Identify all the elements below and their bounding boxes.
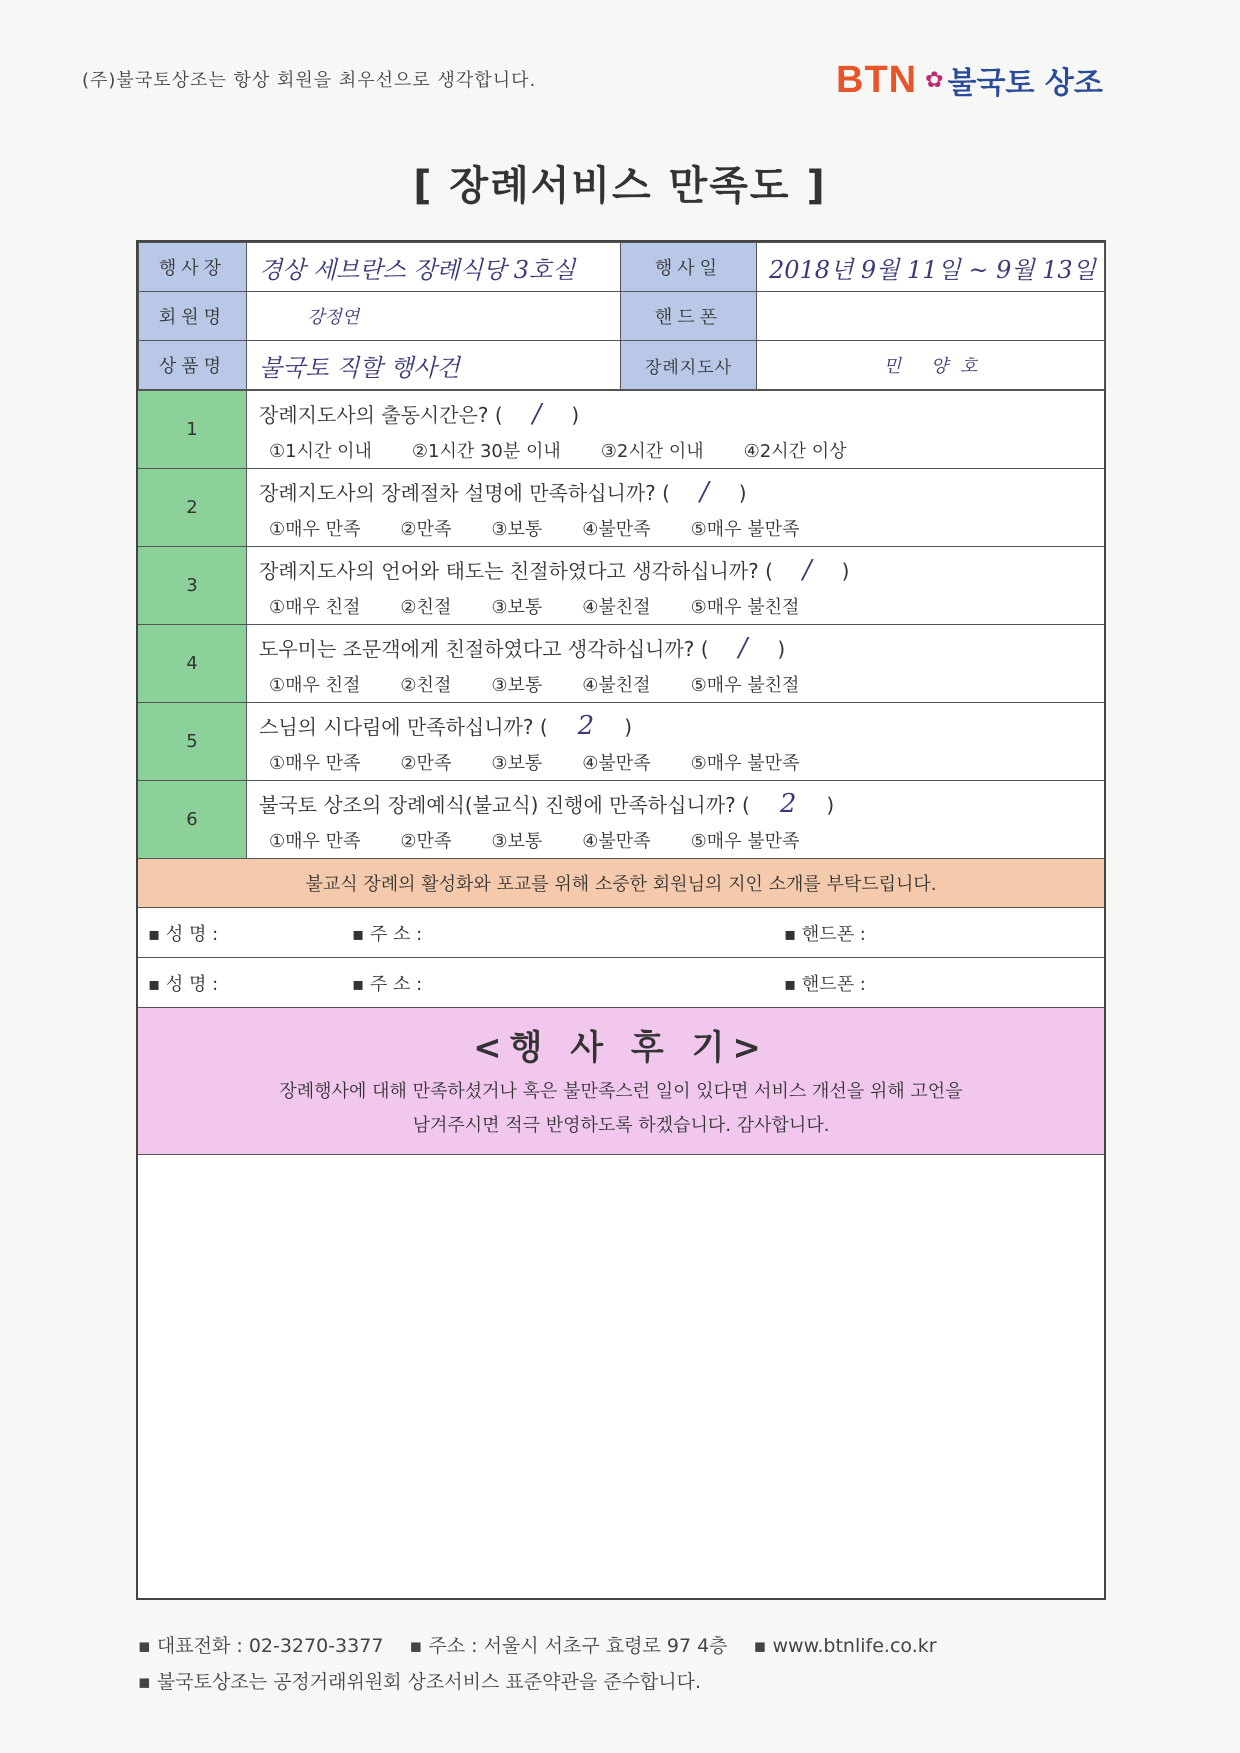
question-body — [247, 469, 839, 546]
question-row — [138, 546, 1104, 624]
question-text — [259, 789, 839, 819]
answer-option[interactable]: ⑤매우 불만족 — [690, 753, 800, 774]
question-number: 3 — [138, 547, 247, 624]
referral-phone-label: ▪ 핸드폰 : — [784, 923, 866, 945]
question-text — [259, 711, 839, 741]
question-prompt: 스님의 시다림에 만족하십니까? ( — [259, 715, 548, 739]
referral-address-label: ▪ 주 소 : — [352, 973, 423, 995]
answer-option[interactable]: ③보통 — [491, 831, 543, 852]
question-list — [138, 390, 1104, 858]
review-writing-area[interactable] — [138, 1155, 1104, 1615]
answer-option[interactable]: ②만족 — [400, 753, 452, 774]
question-row — [138, 780, 1104, 858]
company-logo — [836, 58, 1103, 102]
answer-option[interactable]: ①매우 만족 — [269, 753, 361, 774]
answer-option[interactable]: ②친절 — [400, 597, 452, 618]
answer-option[interactable]: ④불친절 — [582, 675, 651, 696]
question-row — [138, 702, 1104, 780]
answer-option[interactable]: ④불만족 — [582, 831, 651, 852]
footer — [138, 1628, 957, 1700]
answer-option[interactable]: ①매우 친절 — [269, 597, 361, 618]
answer-option[interactable]: ③보통 — [491, 675, 543, 696]
date-value[interactable]: 2018년 9월 11일 ~ 9월 13일 — [757, 243, 1105, 292]
answer-option[interactable]: ⑤매우 불만족 — [690, 519, 800, 540]
phone-value[interactable] — [757, 292, 1105, 341]
answer-option[interactable]: ③보통 — [491, 519, 543, 540]
answer-option[interactable]: ②1시간 30분 이내 — [411, 441, 561, 462]
answer-option[interactable]: ④불친절 — [582, 597, 651, 618]
answer-option[interactable]: ②만족 — [400, 831, 452, 852]
question-options — [259, 749, 839, 775]
question-body — [247, 547, 849, 624]
review-title: <행 사 후 기> — [473, 1028, 769, 1068]
logo-name: 불국토 상조 — [947, 66, 1103, 101]
director-value[interactable]: 민 양호 — [757, 341, 1105, 390]
venue-label: 행사장 — [139, 243, 247, 292]
member-value[interactable]: 강정연 — [247, 292, 621, 341]
answer-option[interactable]: ⑤매우 불만족 — [690, 831, 800, 852]
question-body — [247, 703, 839, 780]
review-desc-line2: 남겨주시면 적극 반영하도록 하겠습니다. 감사합니다. — [412, 1115, 830, 1136]
question-answer[interactable]: / — [532, 399, 542, 429]
question-answer[interactable]: 2 — [577, 711, 595, 741]
question-body — [247, 391, 887, 468]
question-close-paren: ) — [738, 481, 747, 505]
answer-option[interactable]: ⑤매우 불친절 — [690, 597, 800, 618]
question-answer[interactable]: 2 — [779, 789, 797, 819]
question-options — [259, 671, 839, 697]
question-number: 2 — [138, 469, 247, 546]
question-number: 1 — [138, 391, 247, 468]
answer-option[interactable]: ①매우 만족 — [269, 831, 361, 852]
answer-option[interactable]: ④2시간 이상 — [743, 441, 847, 462]
slogan: (주)불국토상조는 항상 회원을 최우선으로 생각합니다. — [82, 70, 537, 91]
question-text — [259, 399, 887, 429]
review-header — [138, 1007, 1104, 1155]
question-prompt: 도우미는 조문객에게 친절하였다고 생각하십니까? ( — [259, 637, 709, 661]
question-number: 6 — [138, 781, 247, 858]
referral-intro: 불교식 장례의 활성화와 포교를 위해 소중한 회원님의 지인 소개를 부탁드립니다. — [138, 858, 1104, 907]
answer-option[interactable]: ②만족 — [400, 519, 452, 540]
date-label: 행사일 — [621, 243, 757, 292]
phone-label: 핸드폰 — [621, 292, 757, 341]
question-options — [259, 593, 849, 619]
question-prompt: 장례지도사의 출동시간은? ( — [259, 403, 503, 427]
product-label: 상품명 — [139, 341, 247, 390]
question-answer[interactable]: / — [738, 633, 748, 663]
answer-option[interactable]: ③보통 — [491, 597, 543, 618]
footer-phone: ▪ 대표전화 : 02-3270-3377 — [138, 1635, 384, 1657]
answer-option[interactable]: ②친절 — [400, 675, 452, 696]
question-text — [259, 555, 849, 585]
logo-brand: BTN — [836, 58, 918, 101]
footer-notice: ▪ 불국토상조는 공정거래위원회 상조서비스 표준약관을 준수합니다. — [138, 1671, 702, 1693]
redacted-block — [757, 294, 1047, 334]
question-close-paren: ) — [571, 403, 580, 427]
question-close-paren: ) — [624, 715, 633, 739]
question-prompt: 불국토 상조의 장례예식(불교식) 진행에 만족하십니까? ( — [259, 793, 750, 817]
question-body — [247, 781, 839, 858]
question-row — [138, 390, 1104, 468]
question-row — [138, 624, 1104, 702]
question-number: 5 — [138, 703, 247, 780]
referral-row[interactable] — [138, 957, 1104, 1007]
footer-website[interactable]: ▪ www.btnlife.co.kr — [753, 1635, 937, 1657]
review-desc-line1: 장례행사에 대해 만족하셨거나 혹은 불만족스런 일이 있다면 서비스 개선을 위해 고언을 — [279, 1081, 963, 1102]
member-label: 회원명 — [139, 292, 247, 341]
question-text — [259, 633, 839, 663]
question-close-paren: ) — [826, 793, 835, 817]
director-label: 장례지도사 — [621, 341, 757, 390]
survey-form — [136, 240, 1106, 1600]
question-row — [138, 468, 1104, 546]
answer-option[interactable]: ①1시간 이내 — [269, 441, 372, 462]
product-value[interactable]: 불국토 직할 행사건 — [247, 341, 621, 390]
referral-phone-label: ▪ 핸드폰 : — [784, 973, 866, 995]
question-number: 4 — [138, 625, 247, 702]
question-prompt: 장례지도사의 장례절차 설명에 만족하십니까? ( — [259, 481, 670, 505]
info-table — [138, 242, 1105, 390]
answer-option[interactable]: ③보통 — [491, 753, 543, 774]
venue-value[interactable]: 경상 세브란스 장례식당 3호실 — [247, 243, 621, 292]
footer-address: ▪ 주소 : 서울시 서초구 효령로 97 4층 — [409, 1635, 728, 1657]
question-close-paren: ) — [841, 559, 850, 583]
answer-option[interactable]: ④불만족 — [582, 519, 651, 540]
question-options — [259, 515, 839, 541]
referral-row[interactable] — [138, 907, 1104, 957]
lotus-icon: ✿ — [925, 67, 944, 93]
answer-option[interactable]: ①매우 친절 — [269, 675, 361, 696]
referral-name-label: ▪ 성 명 : — [148, 923, 219, 945]
question-close-paren: ) — [777, 637, 786, 661]
answer-option[interactable]: ⑤매우 불친절 — [690, 675, 800, 696]
question-body — [247, 625, 839, 702]
question-options — [259, 437, 887, 463]
answer-option[interactable]: ③2시간 이내 — [600, 441, 704, 462]
answer-option[interactable]: ④불만족 — [582, 753, 651, 774]
question-answer[interactable]: / — [699, 477, 709, 507]
question-text — [259, 477, 839, 507]
page-title: [ 장례서비스 만족도 ] — [413, 163, 827, 209]
referral-address-label: ▪ 주 소 : — [352, 923, 423, 945]
referral-name-label: ▪ 성 명 : — [148, 973, 219, 995]
answer-option[interactable]: ①매우 만족 — [269, 519, 361, 540]
question-prompt: 장례지도사의 언어와 태도는 친절하였다고 생각하십니까? ( — [259, 559, 773, 583]
question-options — [259, 827, 839, 853]
question-answer[interactable]: / — [802, 555, 812, 585]
